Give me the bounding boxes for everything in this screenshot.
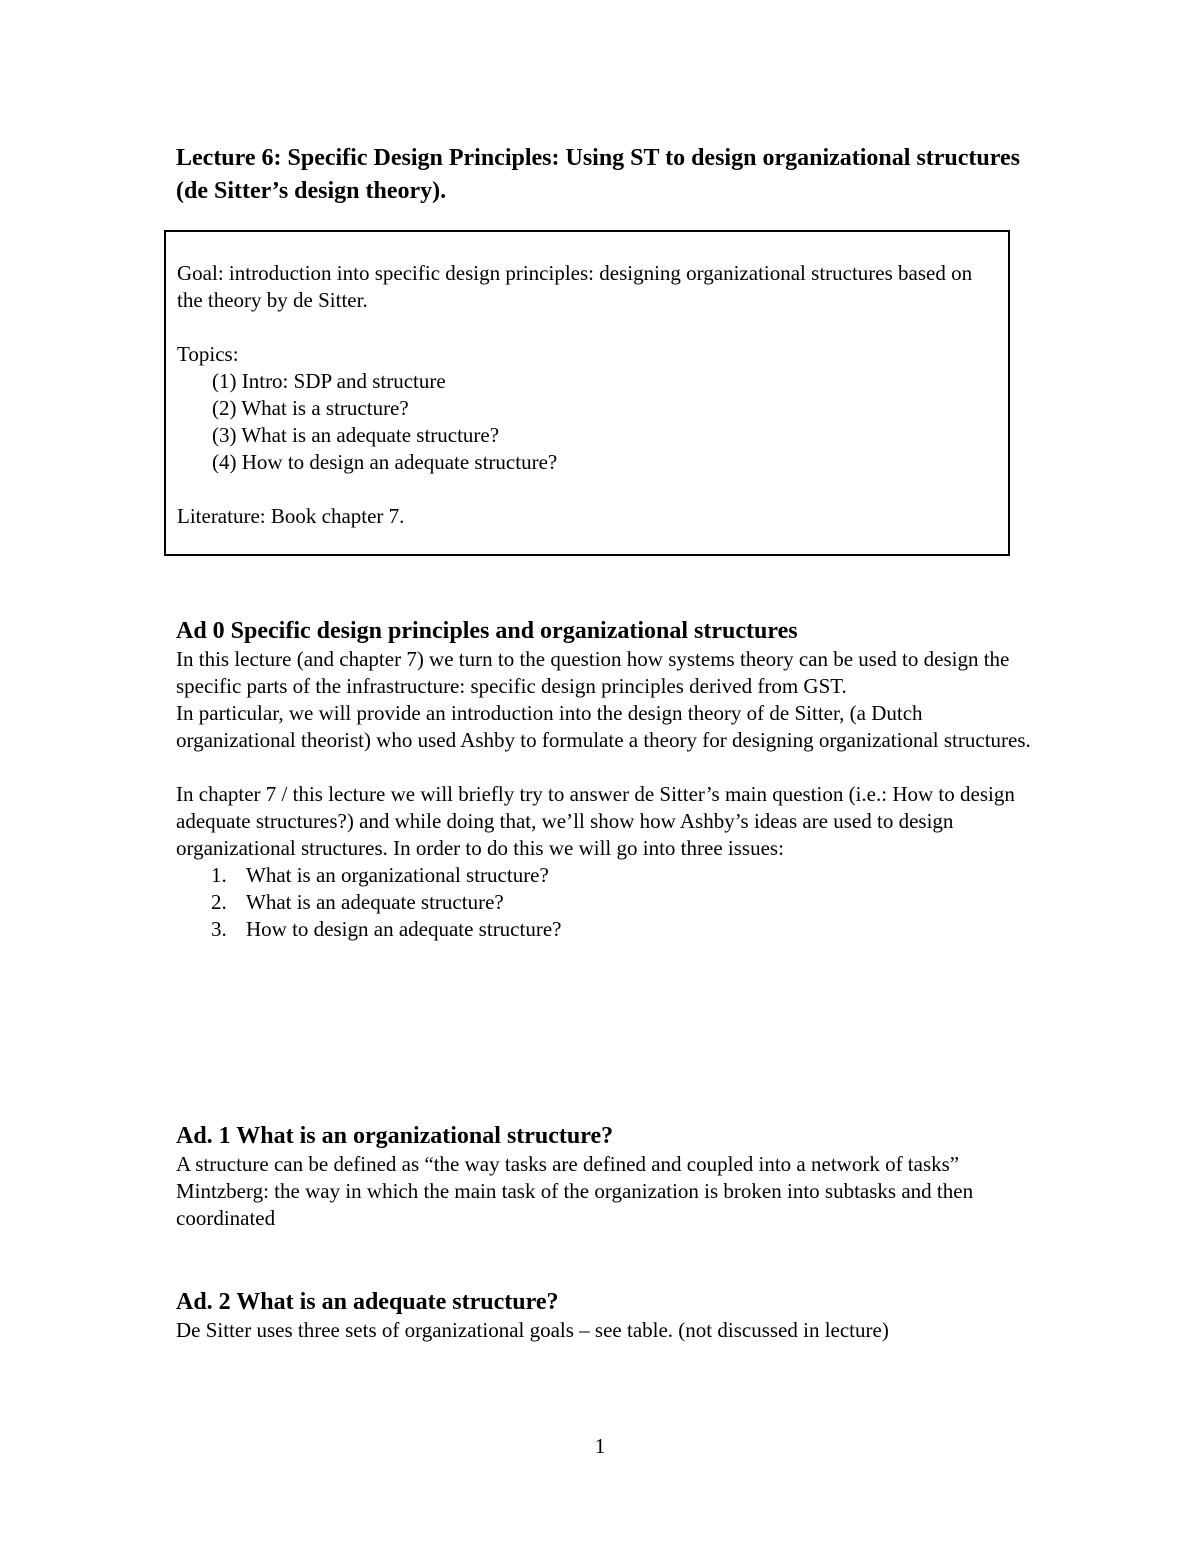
section-ad-1 [176, 1121, 1036, 1232]
section-ad-2 [176, 1287, 1036, 1344]
issues-list [176, 862, 1036, 943]
section-heading: Ad. 1 What is an organizational structure? [176, 1123, 614, 1149]
paragraph: A structure can be defined as “the way tasks are defined and coupled into a network of tasks” [176, 1152, 960, 1176]
list-item [176, 916, 1036, 943]
goal-box-content [177, 260, 998, 530]
list-item [176, 862, 1036, 889]
goal-text: Goal: introduction into specific design principles: designing organizational structures based on the theory by de Sitter. [177, 261, 973, 312]
list-number: 2. [211, 890, 227, 914]
section-heading: Ad 0 Specific design principles and organizational structures [176, 618, 798, 644]
topic-item: (3) What is an adequate structure? [212, 423, 500, 447]
list-number: 3. [211, 917, 227, 941]
paragraph: In particular, we will provide an introduction into the design theory of de Sitter, (a Dutch organizational theorist) who used Ashby to formulate a theory for designing organizational structures. [176, 701, 1031, 752]
goal-box [164, 230, 1010, 556]
paragraph: In this lecture (and chapter 7) we turn to the question how systems theory can be used to design the specific parts of the infrastructure: specific design principles derived from GST. [176, 647, 1010, 698]
list-number: 1. [211, 863, 227, 887]
list-text: What is an adequate structure? [246, 890, 504, 914]
topics-label: Topics: [177, 342, 239, 366]
list-text: How to design an adequate structure? [246, 917, 562, 941]
page-number: 1 [594, 1434, 606, 1458]
paragraph: In chapter 7 / this lecture we will briefly try to answer de Sitter’s main question (i.e.: How to design adequate structures?) and while doing that, we’ll show how Ashby’s ideas are used to design organizational structures. In order to do this we will go into three issues: [176, 782, 1015, 860]
topic-item: (4) How to design an adequate structure? [212, 450, 558, 474]
literature-text: Literature: Book chapter 7. [177, 504, 405, 528]
paragraph: Mintzberg: the way in which the main task of the organization is broken into subtasks and then coordinated [176, 1179, 974, 1230]
topic-item: (2) What is a structure? [212, 396, 409, 420]
topics-list [177, 368, 998, 476]
paragraph: De Sitter uses three sets of organizational goals – see table. (not discussed in lecture) [176, 1318, 889, 1342]
topic-item: (1) Intro: SDP and structure [212, 369, 446, 393]
section-heading: Ad. 2 What is an adequate structure? [176, 1289, 559, 1315]
section-ad-0 [176, 616, 1036, 943]
list-item [176, 889, 1036, 916]
page-title: Lecture 6: Specific Design Principles: Using ST to design organizational structures (de Sitter’s design theory). [176, 145, 1020, 204]
list-text: What is an organizational structure? [246, 863, 549, 887]
